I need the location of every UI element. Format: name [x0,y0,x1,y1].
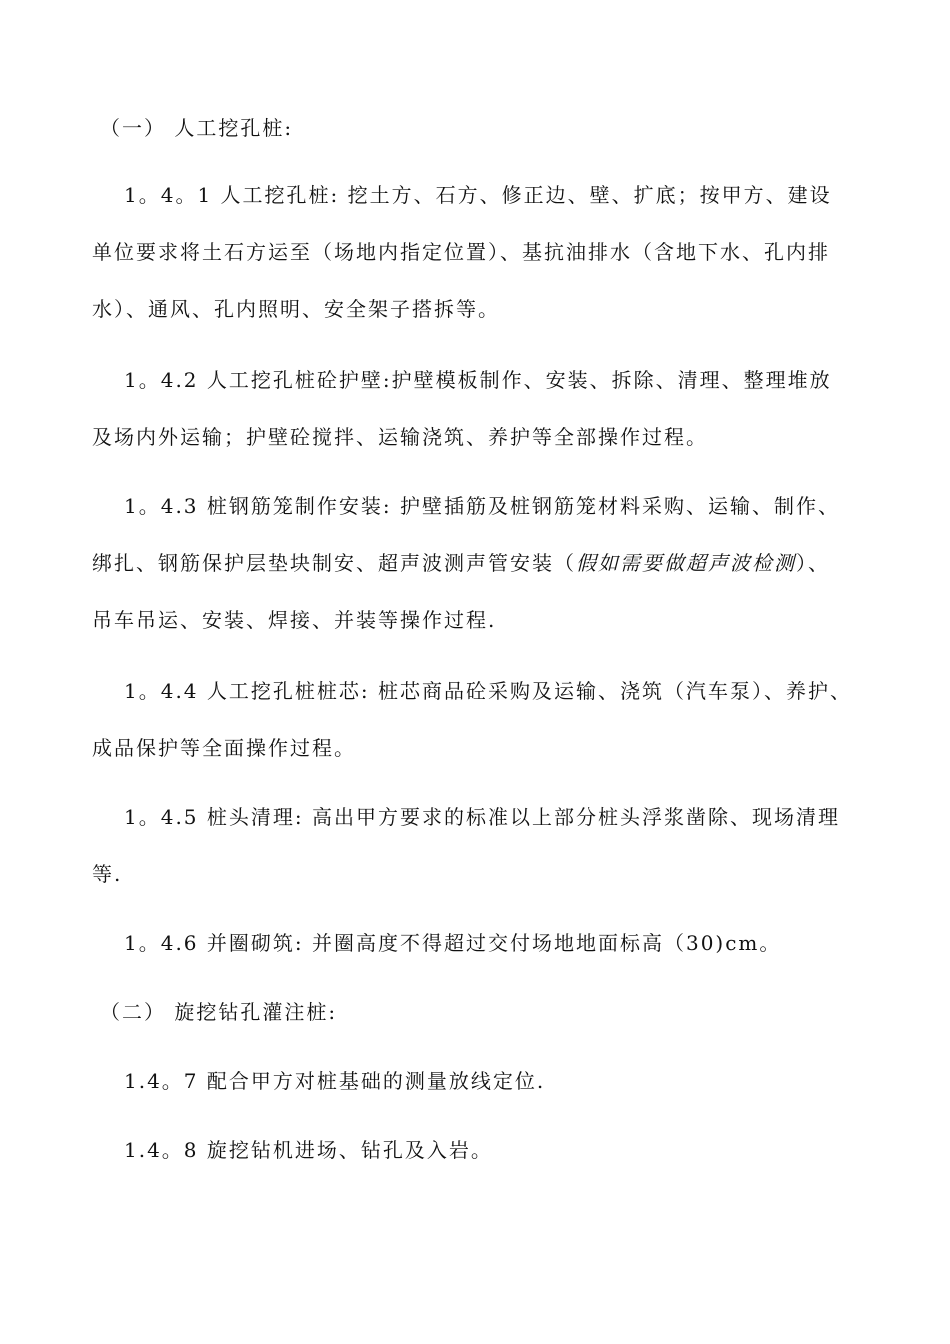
section-heading-rotary-pile: （二） 旋挖钻孔灌注桩: [100,1000,338,1024]
paragraph-1-4-3-line-2 [92,549,830,577]
paragraph-1-4-6-line-1: 1。4.6 并圈砌筑: 并圈高度不得超过交付场地地面标高（30)cm。 [124,931,782,955]
paragraph-1-4-7-line-1: 1.4。7 配合甲方对桩基础的测量放线定位. [124,1069,546,1093]
paragraph-1-4-4-line-1: 1。4.4 人工挖孔桩桩芯: 桩芯商品砼采购及运输、浇筑（汽车泵）、养护、 [124,679,852,703]
paragraph-1-4-3-line-2-text-b: ）、 [796,551,830,575]
paragraph-1-4-3-line-2-text-a: 绑扎、钢筋保护层垫块制安、超声波测声管安装（ [92,551,576,575]
paragraph-1-4-2-line-1: 1。4.2 人工挖孔桩砼护壁:护壁模板制作、安装、拆除、清理、整理堆放 [124,368,832,392]
section-heading-manual-pile: （一） 人工挖孔桩: [100,116,294,140]
paragraph-1-4-5-line-1: 1。4.5 桩头清理: 高出甲方要求的标准以上部分桩头浮浆凿除、现场清理 [124,805,840,829]
paragraph-1-4-3-line-1: 1。4.3 桩钢筋笼制作安装: 护壁插筋及桩钢筋笼材料采购、运输、制作、 [124,494,840,518]
paragraph-1-4-1-line-1: 1。4。1 人工挖孔桩: 挖土方、石方、修正边、壁、扩底；按甲方、建设 [124,183,832,207]
paragraph-1-4-1-line-2: 单位要求将土石方运至（场地内指定位置）、基抗油排水（含地下水、孔内排 [92,240,830,264]
paragraph-1-4-2-line-2: 及场内外运输；护壁砼搅拌、运输浇筑、养护等全部操作过程。 [92,425,708,449]
paragraph-1-4-1-line-3: 水）、通风、孔内照明、安全架子搭拆等。 [92,297,500,321]
paragraph-1-4-3-line-3: 吊车吊运、安装、焊接、并装等操作过程. [92,608,497,632]
paragraph-1-4-3-italic-note: 假如需要做超声波检测 [576,551,796,575]
paragraph-1-4-5-line-2: 等. [92,862,123,886]
paragraph-1-4-4-line-2: 成品保护等全面操作过程。 [92,736,356,760]
paragraph-1-4-8-line-1: 1.4。8 旋挖钻机进场、钻孔及入岩。 [124,1138,493,1162]
